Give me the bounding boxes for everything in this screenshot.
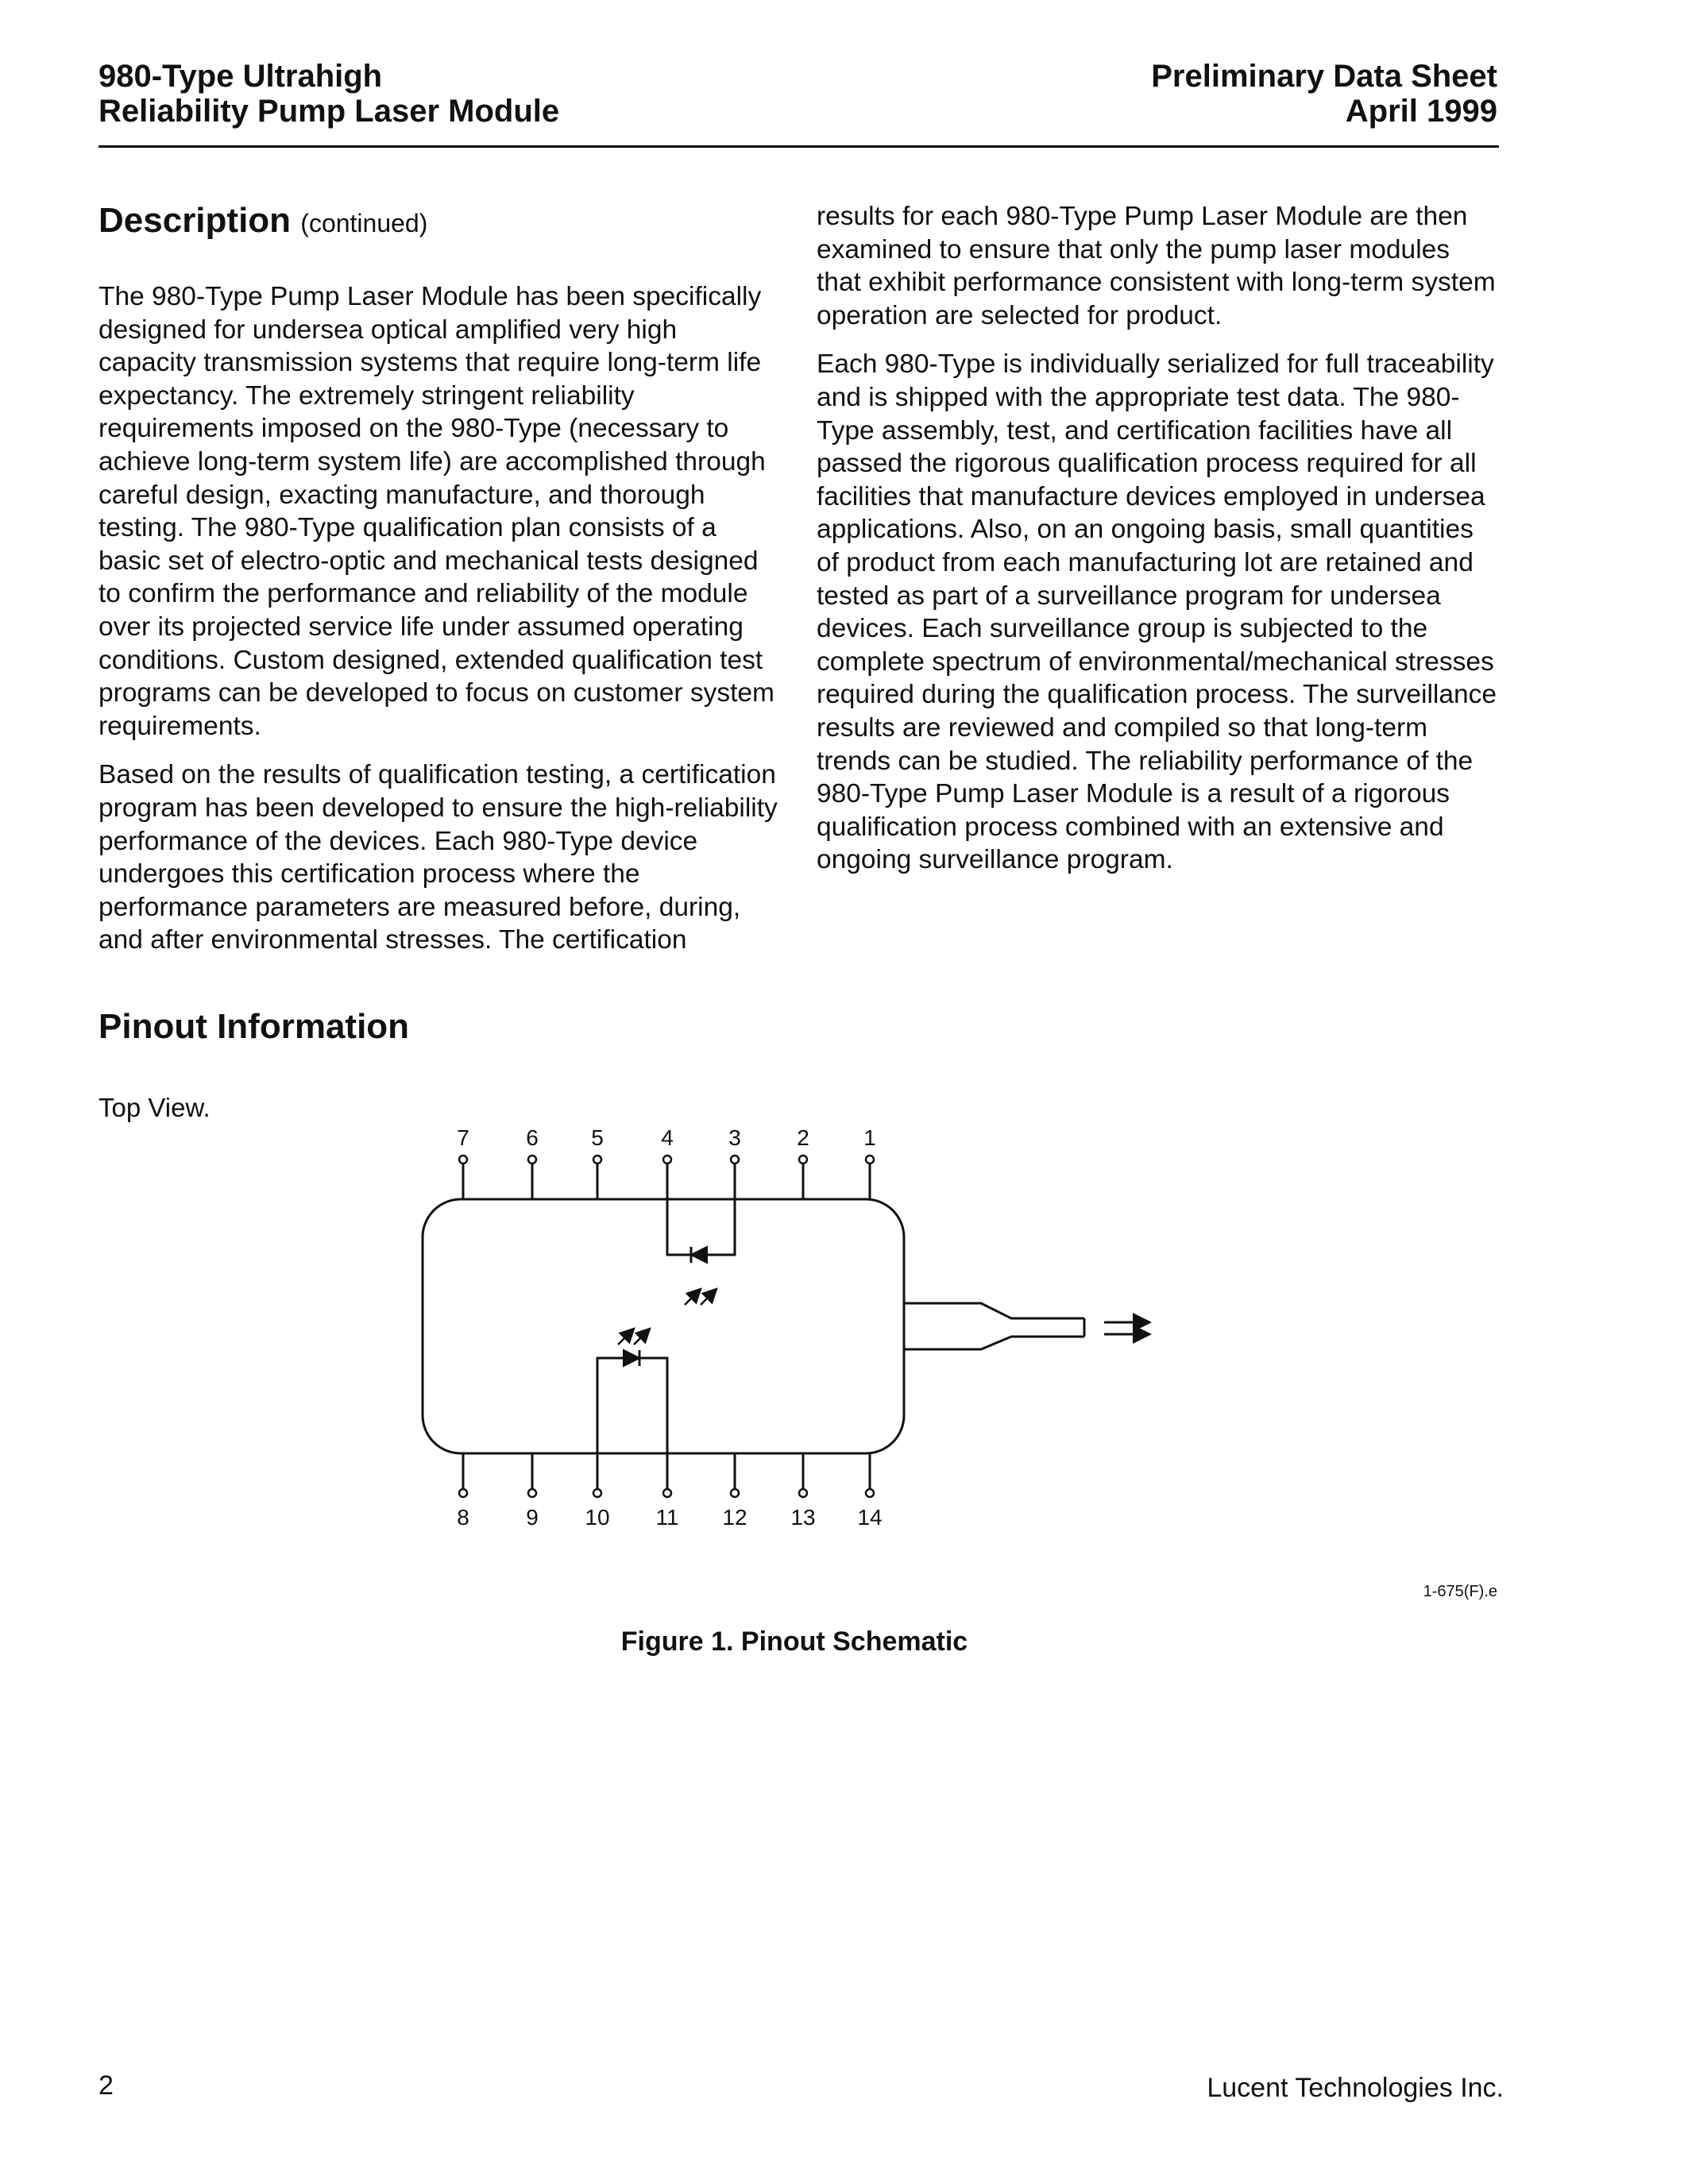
pin	[526, 1125, 539, 1199]
figure-code: 1-675(F).e	[1423, 1583, 1497, 1600]
pin-label: 8	[457, 1505, 469, 1530]
pin-label: 6	[526, 1125, 539, 1150]
pin	[526, 1453, 539, 1530]
pinout-heading: Pinout Information	[98, 1007, 410, 1046]
pin	[457, 1125, 469, 1199]
description-paragraph: Based on the results of qualification testing, a certification program has been developed to ensure the high-reliability performance of the devices. Each 980-Type device undergoes this certification process where the performance parameters are measured before, during, and after environmental stresses. The certification	[98, 760, 778, 955]
pin-label: 5	[591, 1125, 604, 1150]
pin	[857, 1453, 882, 1530]
description-left-column	[98, 280, 782, 973]
pin-label: 9	[526, 1505, 539, 1530]
top-view-label: Top View.	[98, 1093, 211, 1122]
header-doc-type: Preliminary Data Sheet	[1151, 59, 1497, 94]
header-rule	[98, 145, 1499, 148]
incoming-light-arrows-icon	[685, 1289, 717, 1305]
pinout-schematic	[413, 1120, 1207, 1565]
pin	[790, 1453, 815, 1530]
pin-label: 1	[863, 1125, 876, 1150]
pin	[591, 1125, 604, 1199]
pin-label: 2	[797, 1125, 809, 1150]
optical-output-arrows-icon	[1104, 1322, 1149, 1334]
fiber-pigtail	[904, 1303, 1084, 1349]
figure-caption: Figure 1. Pinout Schematic	[620, 1626, 968, 1657]
pin	[722, 1453, 747, 1530]
pin	[863, 1125, 876, 1199]
description-paragraph: Each 980-Type is individually serialized for full traceability and is shipped with the appropriate test data. The 980-Type assembly, test, and certification facilities have all passed the rigorous qualification process required for all facilities that manufacture devices employed in undersea applications. Also, on an ongoing basis, small quantities of product from each manufacturing lot are retained and tested as part of a surveillance program for undersea devices. Each surveillance group is subjected to the complete spectrum of environmental/mechanical stresses required during the qualification process. The surveillance results are reviewed and compiled so that long-term trends can be studied. The reliability performance of the 980-Type Pump Laser Module is a result of a rigorous qualification process combined with an extensive and ongoing surveillance program.	[817, 349, 1497, 875]
header-meta	[1151, 59, 1497, 129]
footer-company: Lucent Technologies Inc.	[1207, 2073, 1504, 2103]
description-heading-note: (continued)	[300, 209, 428, 237]
pin-label: 12	[722, 1505, 747, 1530]
bottom-pins	[457, 1453, 882, 1530]
pin-label: 4	[661, 1125, 674, 1150]
header-title	[98, 59, 559, 129]
photodiode-icon	[667, 1163, 735, 1263]
description-heading-text: Description	[98, 201, 292, 240]
pin-label: 7	[457, 1125, 469, 1150]
package-body	[423, 1199, 904, 1453]
pin-label: 10	[585, 1505, 610, 1530]
pin	[457, 1453, 469, 1530]
header-date: April 1999	[1345, 94, 1497, 129]
laser-diode-icon	[597, 1350, 667, 1489]
description-heading	[98, 201, 427, 243]
pin-label: 11	[655, 1505, 679, 1530]
pin	[797, 1125, 809, 1199]
pin-label: 14	[857, 1505, 883, 1530]
description-paragraph: The 980-Type Pump Laser Module has been specifically designed for undersea optical amplified very high capacity transmission systems that require long-term life expectancy. The extremely stringent reliability requirements imposed on the 980-Type (necessary to achieve long-term system life) are accomplished through careful design, exacting manufacture, and thorough testing. The 980-Type qualification plan consists of a basic set of electro-optic and mechanical tests designed to confirm the performance and reliability of the module over its projected service life under assumed operating conditions. Custom designed, extended qualification test programs can be developed to focus on customer system requirements.	[98, 282, 774, 741]
description-right-column	[817, 200, 1500, 893]
header-title-line1: 980-Type Ultrahigh	[98, 59, 383, 94]
page-number: 2	[98, 2070, 114, 2101]
pin-label: 13	[790, 1505, 816, 1530]
emitted-light-arrows-icon	[618, 1329, 650, 1345]
header-title-line2: Reliability Pump Laser Module	[98, 94, 560, 129]
description-paragraph: results for each 980-Type Pump Laser Module are then examined to ensure that only the pump laser modules that exhibit performance consistent with long-term system operation are selected for product.	[817, 202, 1496, 330]
pin-label: 3	[728, 1125, 741, 1150]
